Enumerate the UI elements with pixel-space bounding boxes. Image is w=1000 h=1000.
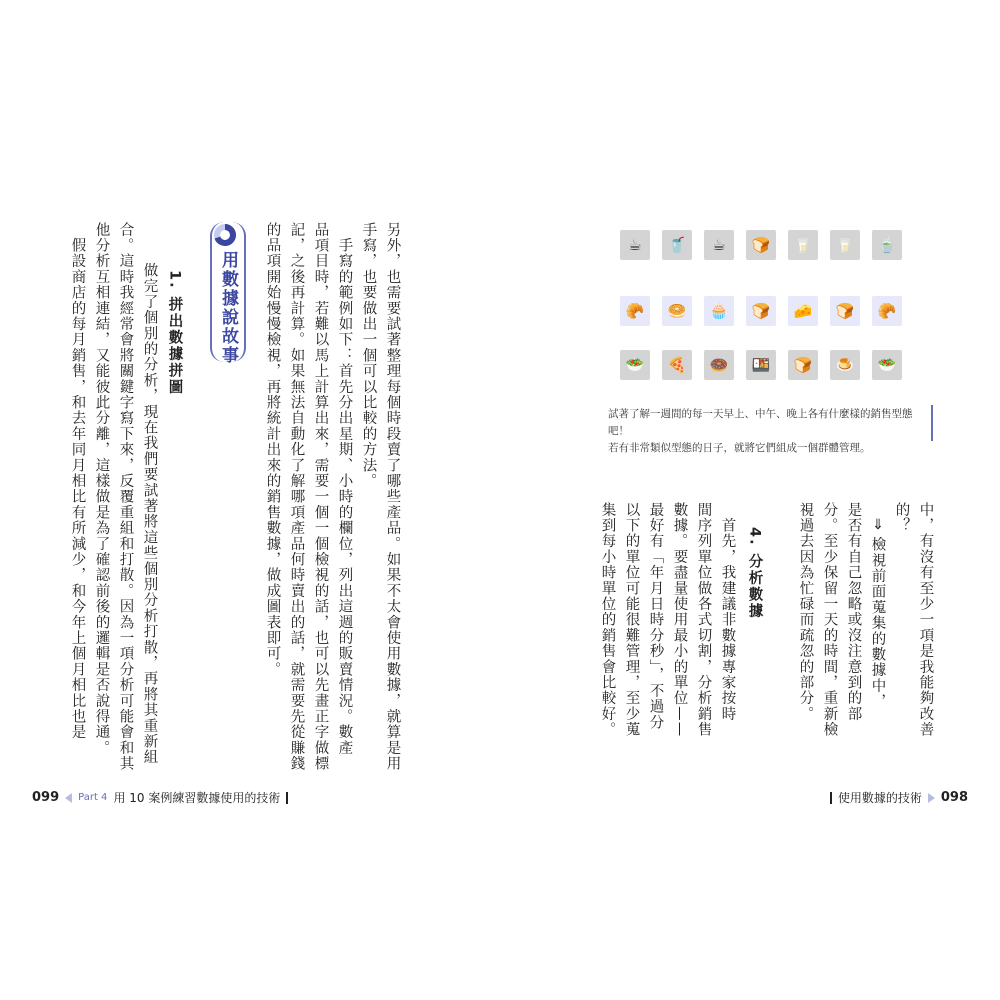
triangle-right-icon: [928, 793, 935, 803]
product-icon: 🧀: [793, 302, 813, 320]
chapter-title: 使用數據的技術: [837, 791, 922, 805]
product-tile: [704, 230, 734, 260]
body-text-column: 合。這時我經常會將關鍵字寫下來，反覆重組和打散。因為一項分析可能會和其: [117, 222, 134, 772]
product-icon: ☕: [712, 236, 726, 254]
body-text-column: 首先，我建議非數據專家按時: [719, 502, 736, 722]
body-text-column: 數據。要盡量使用最小的單位——: [671, 502, 688, 738]
product-icon: 🍱: [751, 356, 771, 374]
product-tile: [662, 350, 692, 380]
product-icon: 🥗: [625, 356, 645, 374]
product-icon: 🍞: [793, 356, 813, 374]
product-icon: 🍞: [751, 236, 771, 254]
body-text-column: 的？: [893, 502, 910, 534]
product-icon: 🍕: [667, 356, 687, 374]
part-label: Part 4: [78, 792, 108, 803]
product-tile: [830, 296, 860, 326]
product-icon: 🥐: [877, 302, 897, 320]
product-icon-grid: [620, 230, 910, 392]
subsection-heading: 1. 拼出數據拼圖: [166, 270, 183, 396]
figure-caption: [608, 406, 928, 457]
product-tile: [620, 296, 650, 326]
product-tile: [788, 296, 818, 326]
product-icon: 🍞: [751, 302, 771, 320]
body-text-column: 假設商店的每月銷售，和去年同月相比有所減少，和今年上個月相比也是: [69, 222, 86, 741]
body-text-column: 手寫，也要做出一個可以比較的方法。: [360, 222, 377, 489]
caption-line: 試著了解一週間的每一天早上、中午、晚上各有什麼樣的銷售型態吧！: [608, 408, 913, 437]
caption-line: 若有非常類似型態的日子，就將它們組成一個群體管理。: [608, 442, 871, 454]
body-text-column: 另外，也需要試著整理每個時段賣了哪些產品。如果不太會使用數據，就算是用: [384, 222, 401, 772]
product-tile: [746, 230, 776, 260]
body-text-column: 品項目時，若難以馬上計算出來，需要一個一個檢視的話，也可以先畫正字做標: [312, 222, 329, 772]
product-icon: 🥤: [667, 236, 687, 254]
divider: [830, 792, 832, 804]
product-icon: 🥯: [667, 302, 687, 320]
page-number: 098: [940, 790, 968, 805]
product-icon: 🍮: [835, 356, 855, 374]
left-footer: [32, 789, 288, 806]
product-icon: 🥛: [835, 236, 855, 254]
product-icon: 🥗: [877, 356, 897, 374]
body-text-column: 視過去因為忙碌而疏忽的部分。: [797, 502, 814, 722]
body-text-column: 他分析互相連結，又能彼此分離，這樣做是為了確認前後的邏輯是否說得通。: [93, 222, 110, 756]
product-tile: [872, 230, 902, 260]
product-icon: 🥛: [793, 236, 813, 254]
triangle-left-icon: [65, 793, 72, 803]
product-tile: [872, 296, 902, 326]
product-tile: [620, 350, 650, 380]
product-tile: [704, 296, 734, 326]
product-tile: [704, 350, 734, 380]
product-tile: [662, 230, 692, 260]
body-text-column: 間序列單位做各式切割，分析銷售: [695, 502, 712, 738]
body-text-column: 集到每小時單位的銷售會比較好。: [599, 502, 616, 738]
divider: [286, 792, 288, 804]
product-icon: 🍩: [709, 356, 729, 374]
body-text-column: ⇒ 檢視前面蒐集的數據中，: [869, 502, 886, 710]
body-text-column: 中，有沒有至少一項是我能夠改善: [917, 502, 934, 738]
product-tile: [746, 296, 776, 326]
body-text-column: 記，之後再計算。如果無法自動化了解哪項產品何時賣出的話，就需要先從賺錢: [288, 222, 305, 772]
product-tile: [830, 350, 860, 380]
chapter-title: 用 10 案例練習數據使用的技術: [113, 791, 281, 805]
product-icon: 🍵: [877, 236, 897, 254]
body-text-column: 以下的單位可能很難管理，至少蒐: [623, 502, 640, 738]
product-icon: 🍞: [835, 302, 855, 320]
product-tile: [872, 350, 902, 380]
product-tile: [830, 230, 860, 260]
product-icon: 🧁: [709, 302, 729, 320]
section-heading: 用數據說故事: [218, 251, 238, 365]
body-text-column: 分。至少保留一天的時間，重新檢: [821, 502, 838, 738]
caption-accent-bar: [931, 405, 933, 441]
product-icon: 🥐: [625, 302, 645, 320]
body-text-column: 是否有自己忽略或沒注意到的部: [845, 502, 862, 722]
body-text-column: 的品項開始慢慢檢視，再將統計出來的銷售數據，做成圖表即可。: [264, 222, 281, 678]
product-tile: [746, 350, 776, 380]
product-tile: [788, 350, 818, 380]
product-tile: [788, 230, 818, 260]
product-tile: [620, 230, 650, 260]
page-number: 099: [32, 790, 60, 805]
right-footer: [830, 789, 968, 806]
subsection-heading: 4. 分析數據: [746, 527, 763, 620]
body-text-column: 做完了個別的分析，現在我們要試著將這些個別分析打散，再將其重新組: [141, 247, 158, 766]
product-icon: ☕: [628, 236, 642, 254]
product-tile: [662, 296, 692, 326]
body-text-column: 最好有「年月日時分秒」，不過分: [647, 502, 664, 731]
donut-chart-icon: [213, 223, 237, 247]
body-text-column: 手寫的範例如下：首先分出星期、小時的欄位，列出這週的販賣情況。數產: [336, 222, 353, 756]
